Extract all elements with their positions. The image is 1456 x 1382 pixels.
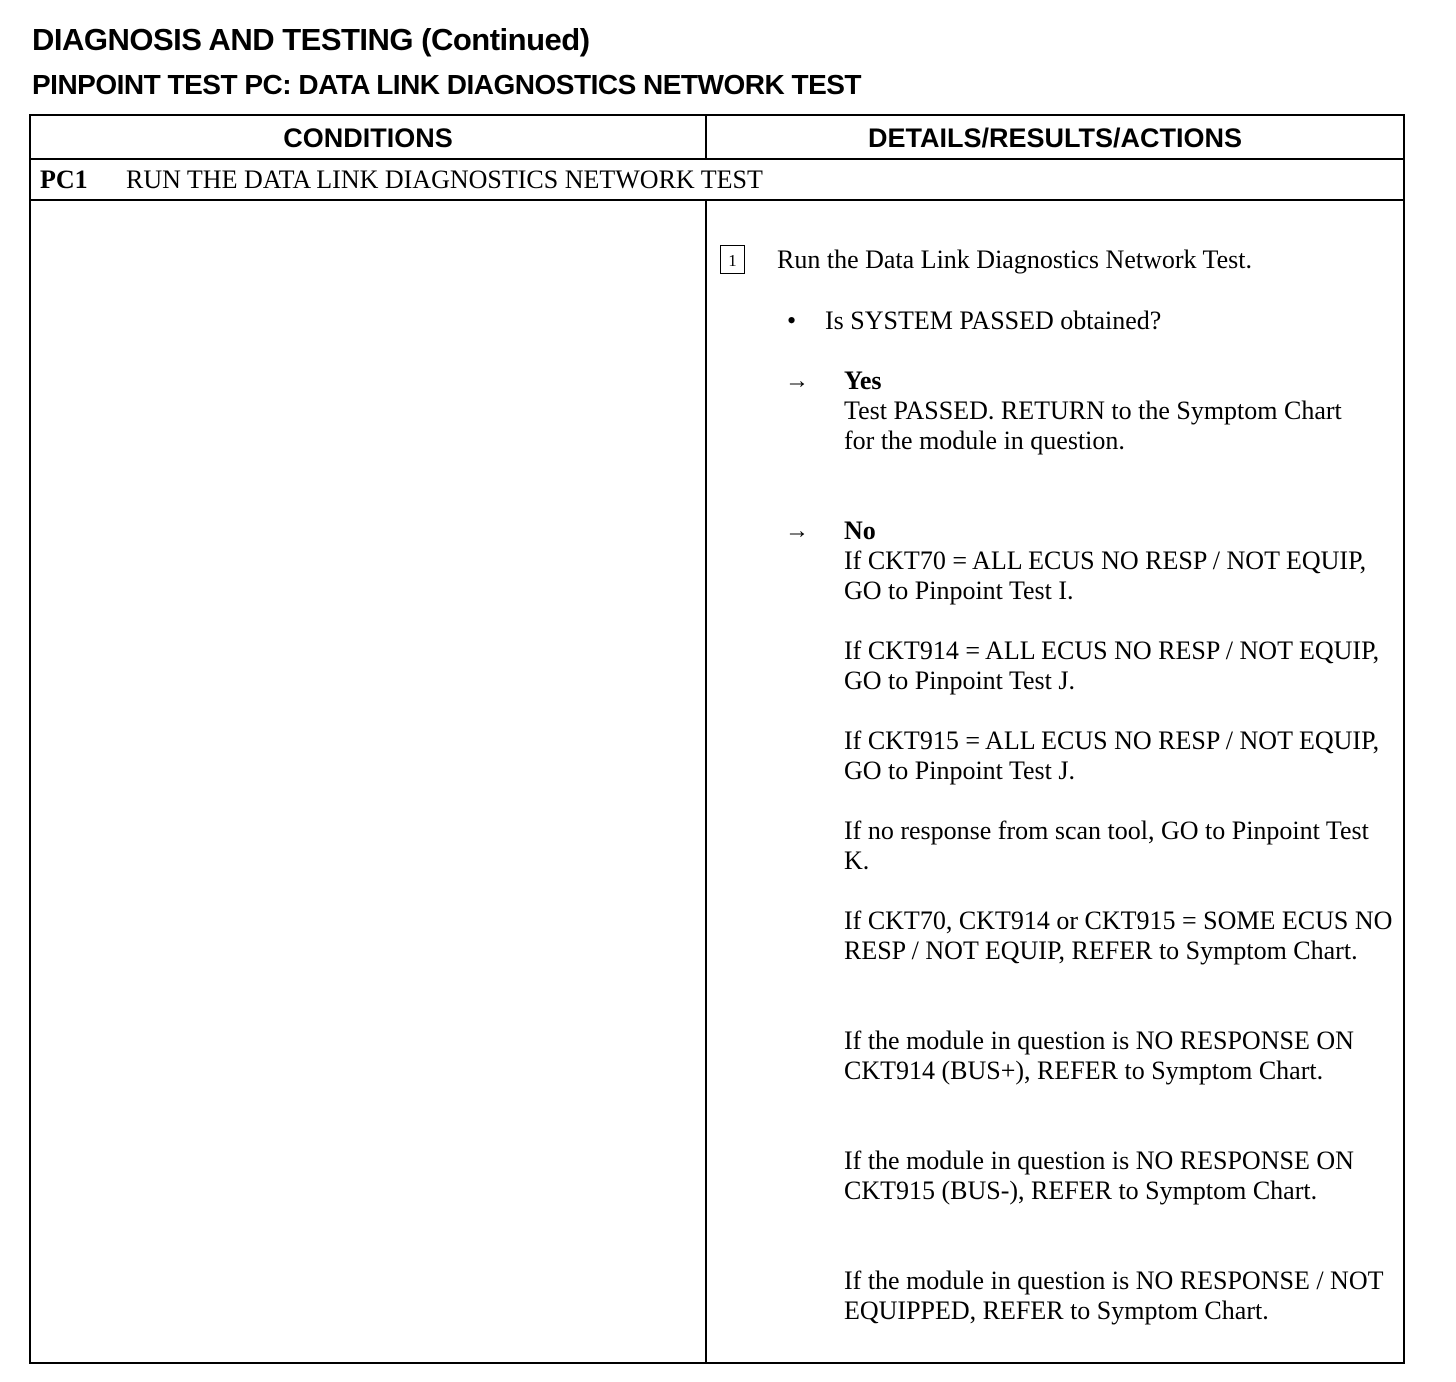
no-action-item: If CKT70 = ALL ECUS NO RESP / NOT EQUIP, GO to Pinpoint Test I. [844, 546, 1367, 605]
no-action-item: If no response from scan tool, GO to Pinpoint Test K. [844, 816, 1369, 875]
step-number-box: 1 [720, 245, 745, 274]
conditions-column-header: CONDITIONS [31, 116, 707, 160]
step-id: PC1 [40, 165, 88, 194]
details-cell [707, 201, 1403, 1362]
page-title: DIAGNOSIS AND TESTING (Continued) [32, 22, 590, 57]
no-action-item: If CKT915 = ALL ECUS NO RESP / NOT EQUIP, GO to Pinpoint Test J. [844, 726, 1380, 785]
test-title: PINPOINT TEST PC: DATA LINK DIAGNOSTICS NETWORK TEST [32, 69, 862, 100]
yes-action: Test PASSED. RETURN to the Symptom Chart for the module in question. [844, 396, 1342, 455]
no-action-item: If CKT914 = ALL ECUS NO RESP / NOT EQUIP, GO to Pinpoint Test J. [844, 636, 1380, 695]
bullet-icon: • [787, 306, 797, 335]
no-action-item: If the module in question is NO RESPONSE ON CKT915 (BUS-), REFER to Symptom Chart. [844, 1146, 1354, 1205]
yes-label: Yes [844, 366, 882, 395]
yes-arrow-icon: → [785, 368, 809, 394]
step-row [31, 160, 1403, 201]
step-title: RUN THE DATA LINK DIAGNOSTICS NETWORK TEST [126, 165, 763, 194]
no-action-item: If CKT70, CKT914 or CKT915 = SOME ECUS NO RESP / NOT EQUIP, REFER to Symptom Chart. [844, 906, 1393, 965]
no-label: No [844, 516, 876, 545]
no-action-item: If the module in question is NO RESPONSE / NOT EQUIPPED, REFER to Symptom Chart. [844, 1266, 1384, 1325]
conditions-cell [31, 201, 707, 1362]
details-column-header: DETAILS/RESULTS/ACTIONS [707, 116, 1403, 160]
no-arrow-icon: → [785, 518, 809, 544]
question-text: Is SYSTEM PASSED obtained? [825, 306, 1162, 335]
pinpoint-test-table [29, 114, 1405, 1364]
no-action-item: If the module in question is NO RESPONSE ON CKT914 (BUS+), REFER to Symptom Chart. [844, 1026, 1354, 1085]
instruction-text: Run the Data Link Diagnostics Network Test. [777, 245, 1253, 274]
